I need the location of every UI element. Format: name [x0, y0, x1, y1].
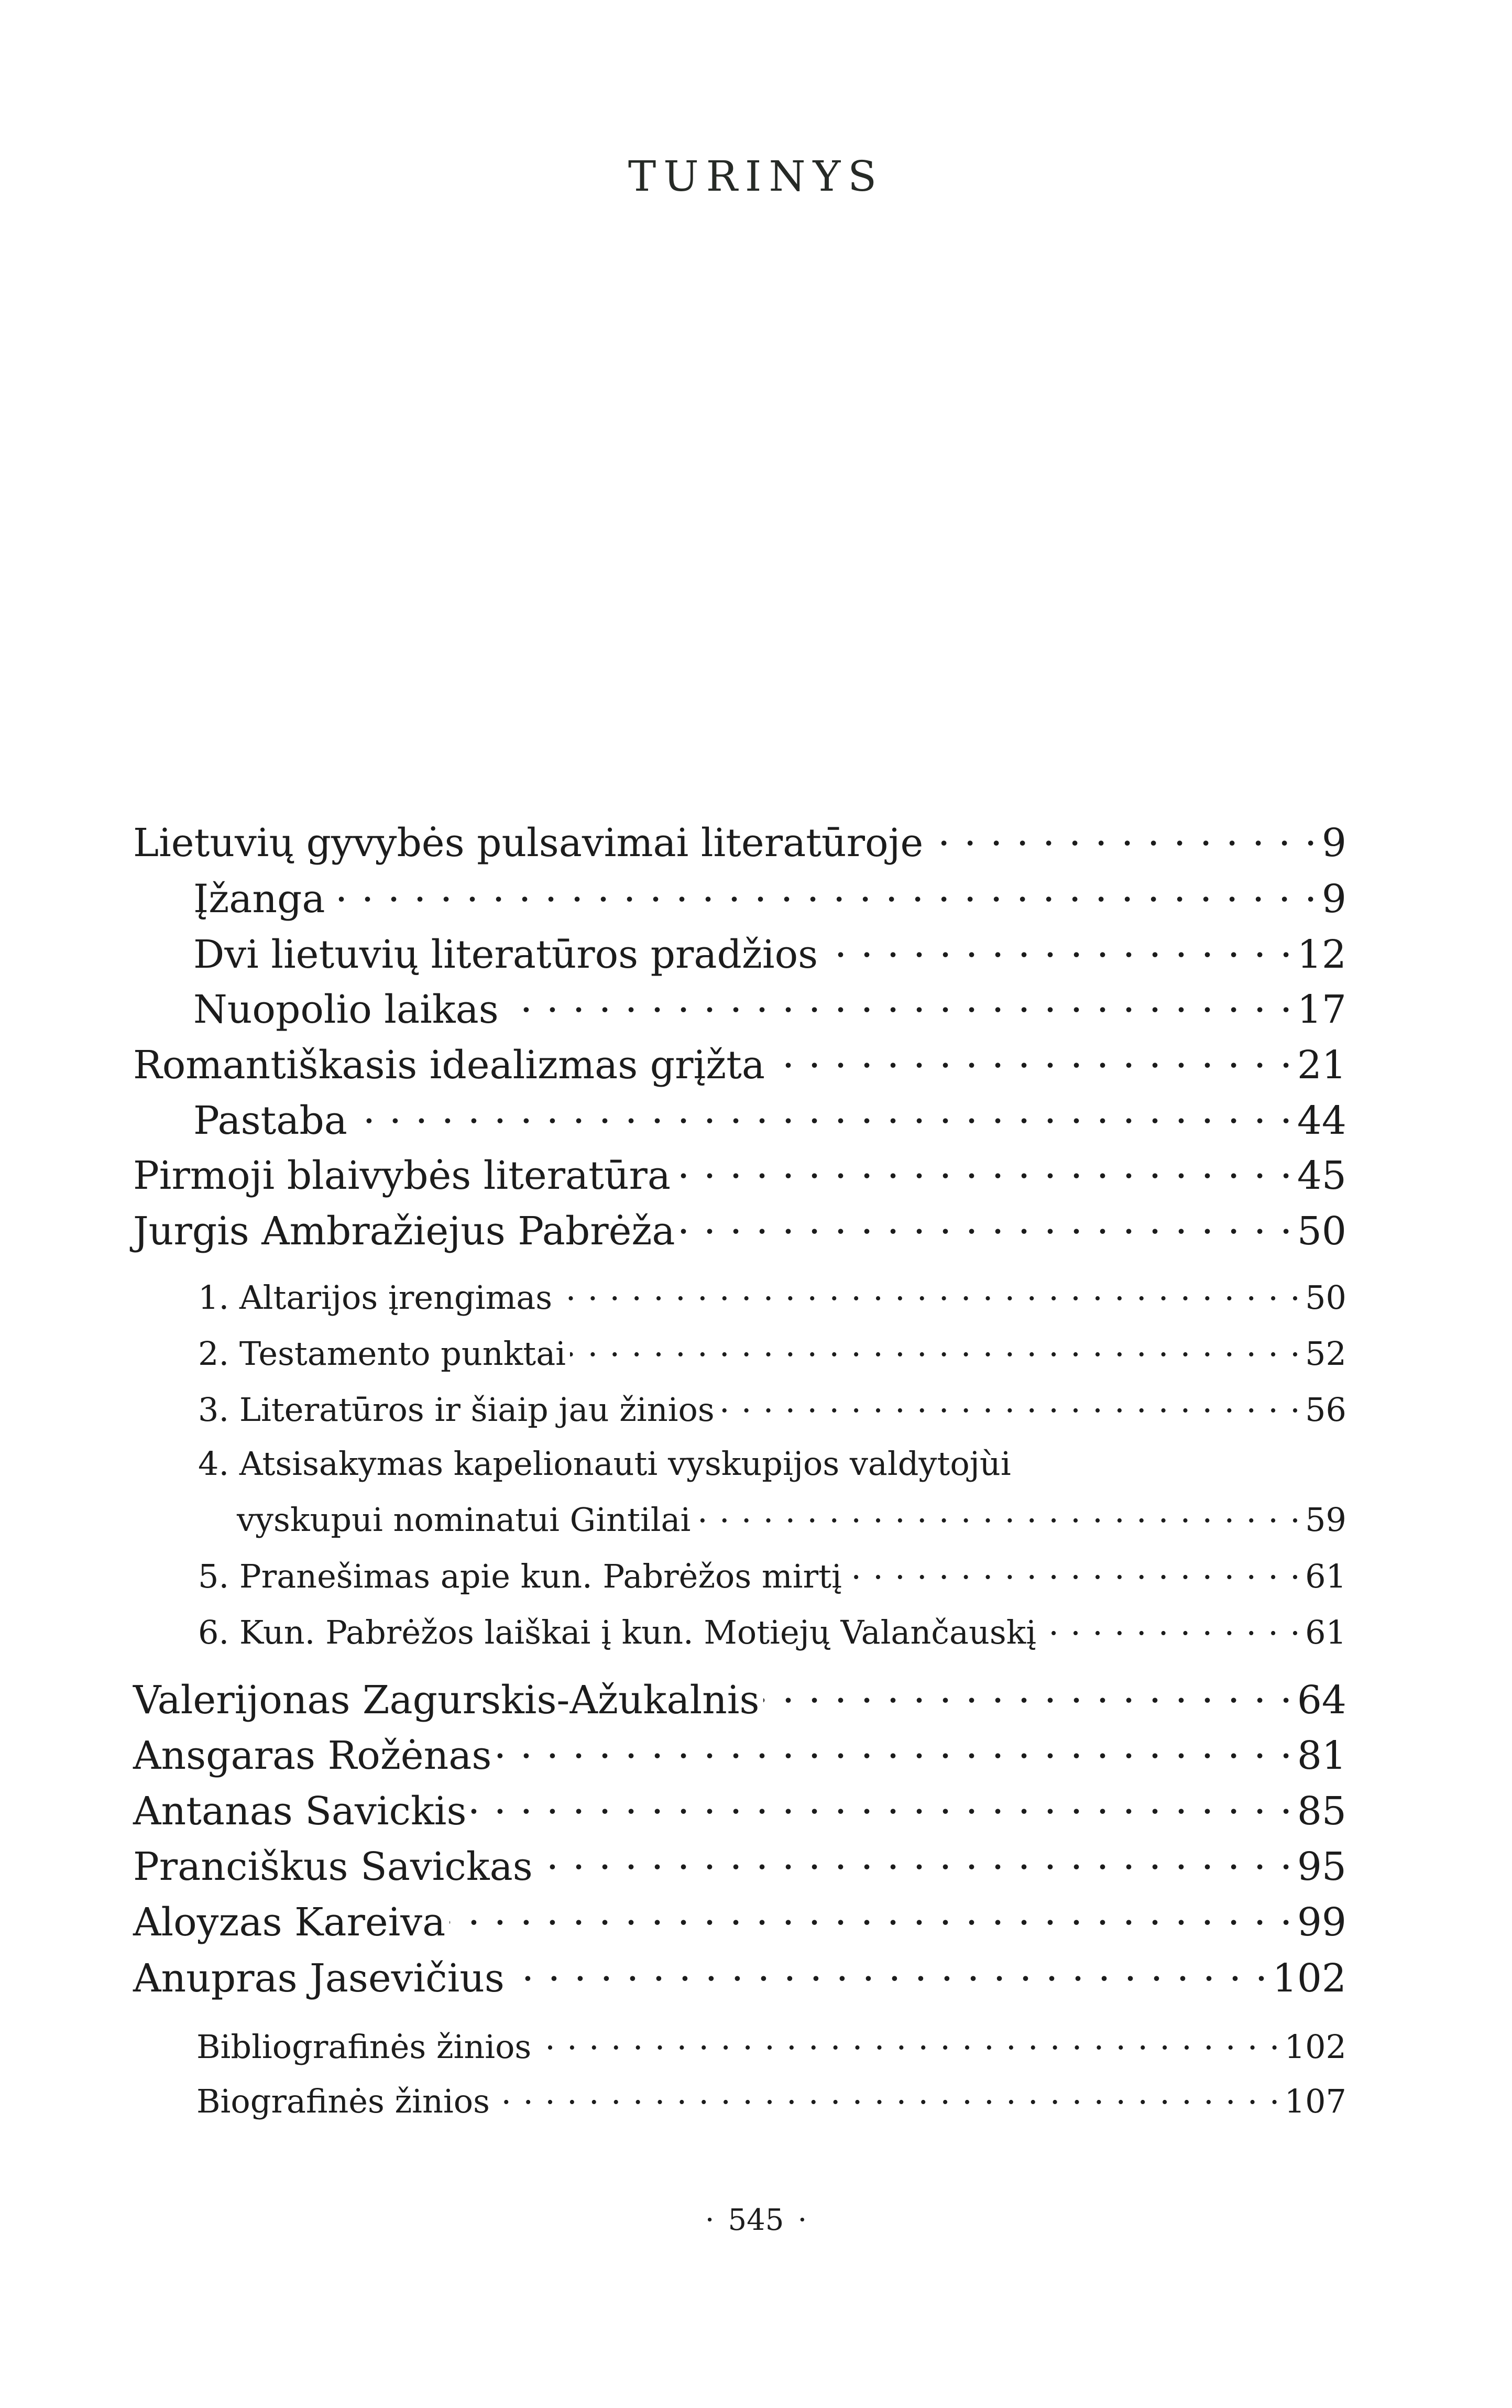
toc-entry-page: 99: [1297, 1900, 1346, 1945]
toc-entry[interactable]: [198, 1332, 1346, 1373]
toc-entry-title: 1. Altarijos įrengimas: [198, 1278, 553, 1317]
folio-ornament-right: ·: [797, 2203, 807, 2237]
toc-entry-page: 12: [1297, 932, 1346, 977]
toc-entry[interactable]: [198, 1611, 1346, 1651]
dot-leader: [846, 1555, 1301, 1588]
toc-entry[interactable]: [198, 1276, 1346, 1317]
toc-entry[interactable]: [133, 1206, 1346, 1254]
toc-entry-page: 61: [1305, 1613, 1346, 1651]
toc-entry-title: 6. Kun. Pabrėžos laiškai į kun. Motiejų Valančauskį: [198, 1613, 1037, 1651]
dot-leader: [535, 2026, 1280, 2058]
toc-entry-title: Įžanga: [193, 877, 325, 922]
toc-entry-title: Lietuvių gyvybės pulsavimai literatūroje: [133, 820, 924, 866]
toc-entry-page: 45: [1297, 1153, 1346, 1198]
toc-entry-page: 59: [1305, 1501, 1346, 1539]
toc-entry-page: 85: [1297, 1789, 1346, 1834]
toc-entry-page: 9: [1321, 877, 1346, 922]
toc-entry[interactable]: [198, 1388, 1346, 1429]
toc-entry-page: 95: [1297, 1844, 1346, 1889]
page-number-value: 545: [728, 2203, 784, 2237]
toc-entry[interactable]: [196, 2026, 1346, 2066]
page-number: [0, 2203, 1512, 2237]
toc-entry-title: Pastaba: [193, 1098, 347, 1143]
toc-entry-page: 107: [1284, 2082, 1346, 2120]
toc-entry-title: Antanas Savickis: [133, 1789, 467, 1834]
toc-entry-page: 56: [1305, 1391, 1346, 1429]
toc-entry-title: Jurgis Ambražiejus Pabrėža: [133, 1209, 675, 1254]
toc-entry-page: 102: [1272, 1956, 1346, 2001]
toc-entry-title: 3. Literatūros ir šiaip jau žinios: [198, 1391, 715, 1429]
toc-entry-title: Anupras Jasevičius: [133, 1956, 505, 2001]
toc-entry-page: 64: [1297, 1678, 1346, 1723]
toc-entry-page: 44: [1297, 1098, 1346, 1143]
dot-leader: [352, 1095, 1293, 1134]
folio-ornament-left: ·: [705, 2203, 715, 2237]
dot-leader: [556, 1276, 1301, 1309]
dot-leader: [496, 1730, 1292, 1769]
toc-entry-title: Aloyzas Kareiva: [133, 1900, 446, 1945]
toc-entry[interactable]: [133, 1953, 1346, 2001]
dot-leader: [470, 1786, 1292, 1824]
toc-entry-page: 9: [1321, 820, 1346, 866]
dot-leader: [494, 2080, 1280, 2113]
toc-entry[interactable]: [198, 1444, 1346, 1483]
dot-leader: [695, 1498, 1301, 1531]
toc-entry[interactable]: [133, 1897, 1346, 1945]
dot-leader: [537, 1841, 1293, 1880]
toc-entry[interactable]: [193, 984, 1346, 1032]
dot-leader: [763, 1674, 1292, 1713]
toc-entry[interactable]: [193, 1095, 1346, 1143]
dot-leader: [329, 873, 1317, 912]
toc-entry-title: Ansgaras Rožėnas: [133, 1733, 492, 1778]
toc-entry[interactable]: [193, 929, 1346, 977]
toc-entry[interactable]: [133, 817, 1346, 866]
toc-entry-page: 17: [1297, 987, 1346, 1032]
dot-leader: [679, 1206, 1292, 1244]
toc-entry[interactable]: [133, 1730, 1346, 1778]
toc-entry-title: Bibliografinės žinios: [196, 2028, 532, 2066]
dot-leader: [1040, 1611, 1301, 1644]
toc-entry-title: Romantiškasis idealizmas grįžta: [133, 1043, 765, 1088]
toc-entry[interactable]: [133, 1841, 1346, 1889]
toc-entry[interactable]: [196, 2080, 1346, 2120]
dot-leader: [675, 1150, 1293, 1189]
toc-entry-page: 52: [1305, 1334, 1346, 1373]
toc-entry-title: vyskupui nominatui Gintilai: [237, 1501, 691, 1539]
toc-entry-title: Dvi lietuvių literatūros pradžios: [193, 932, 818, 977]
toc-entry[interactable]: [133, 1786, 1346, 1834]
dot-leader: [769, 1039, 1293, 1078]
toc-entry-page: 81: [1297, 1733, 1346, 1778]
dot-leader: [503, 984, 1293, 1023]
toc-entry[interactable]: [133, 1674, 1346, 1723]
toc-entry-title: Pranciškus Savickas: [133, 1844, 533, 1889]
toc-entry-title: Nuopolio laikas: [193, 987, 499, 1032]
toc-entry-continuation[interactable]: [237, 1498, 1346, 1539]
toc-entry[interactable]: [133, 1150, 1346, 1198]
toc-entry-page: 50: [1297, 1209, 1346, 1254]
toc-entry-title: Valerijonas Zagurskis-Ažukalnis: [133, 1678, 760, 1723]
toc-entry-page: 21: [1297, 1043, 1346, 1088]
dot-leader: [570, 1332, 1301, 1365]
toc-entry[interactable]: [133, 1039, 1346, 1088]
toc-entry-title: 2. Testamento punktai: [198, 1334, 566, 1373]
dot-leader: [719, 1388, 1301, 1421]
dot-leader: [927, 817, 1318, 856]
dot-leader: [450, 1897, 1293, 1935]
toc-entry-page: 50: [1305, 1278, 1346, 1317]
toc-entry-page: 61: [1305, 1557, 1346, 1595]
page-title: TURINYS: [628, 152, 884, 201]
toc-entry[interactable]: [193, 873, 1346, 922]
dot-leader: [822, 929, 1293, 968]
toc-entry-title: Pirmoji blaivybės literatūra: [133, 1153, 671, 1198]
toc-entry-page: 102: [1284, 2028, 1346, 2066]
toc-entry-title: 5. Pranešimas apie kun. Pabrėžos mirtį: [198, 1557, 842, 1595]
dot-leader: [509, 1953, 1268, 1991]
toc-entry[interactable]: [198, 1555, 1346, 1595]
toc-entry-title: Biografinės žinios: [196, 2082, 490, 2120]
toc-entry-title: 4. Atsisakymas kapelionauti vyskupijos valdytojùi: [198, 1444, 1011, 1483]
